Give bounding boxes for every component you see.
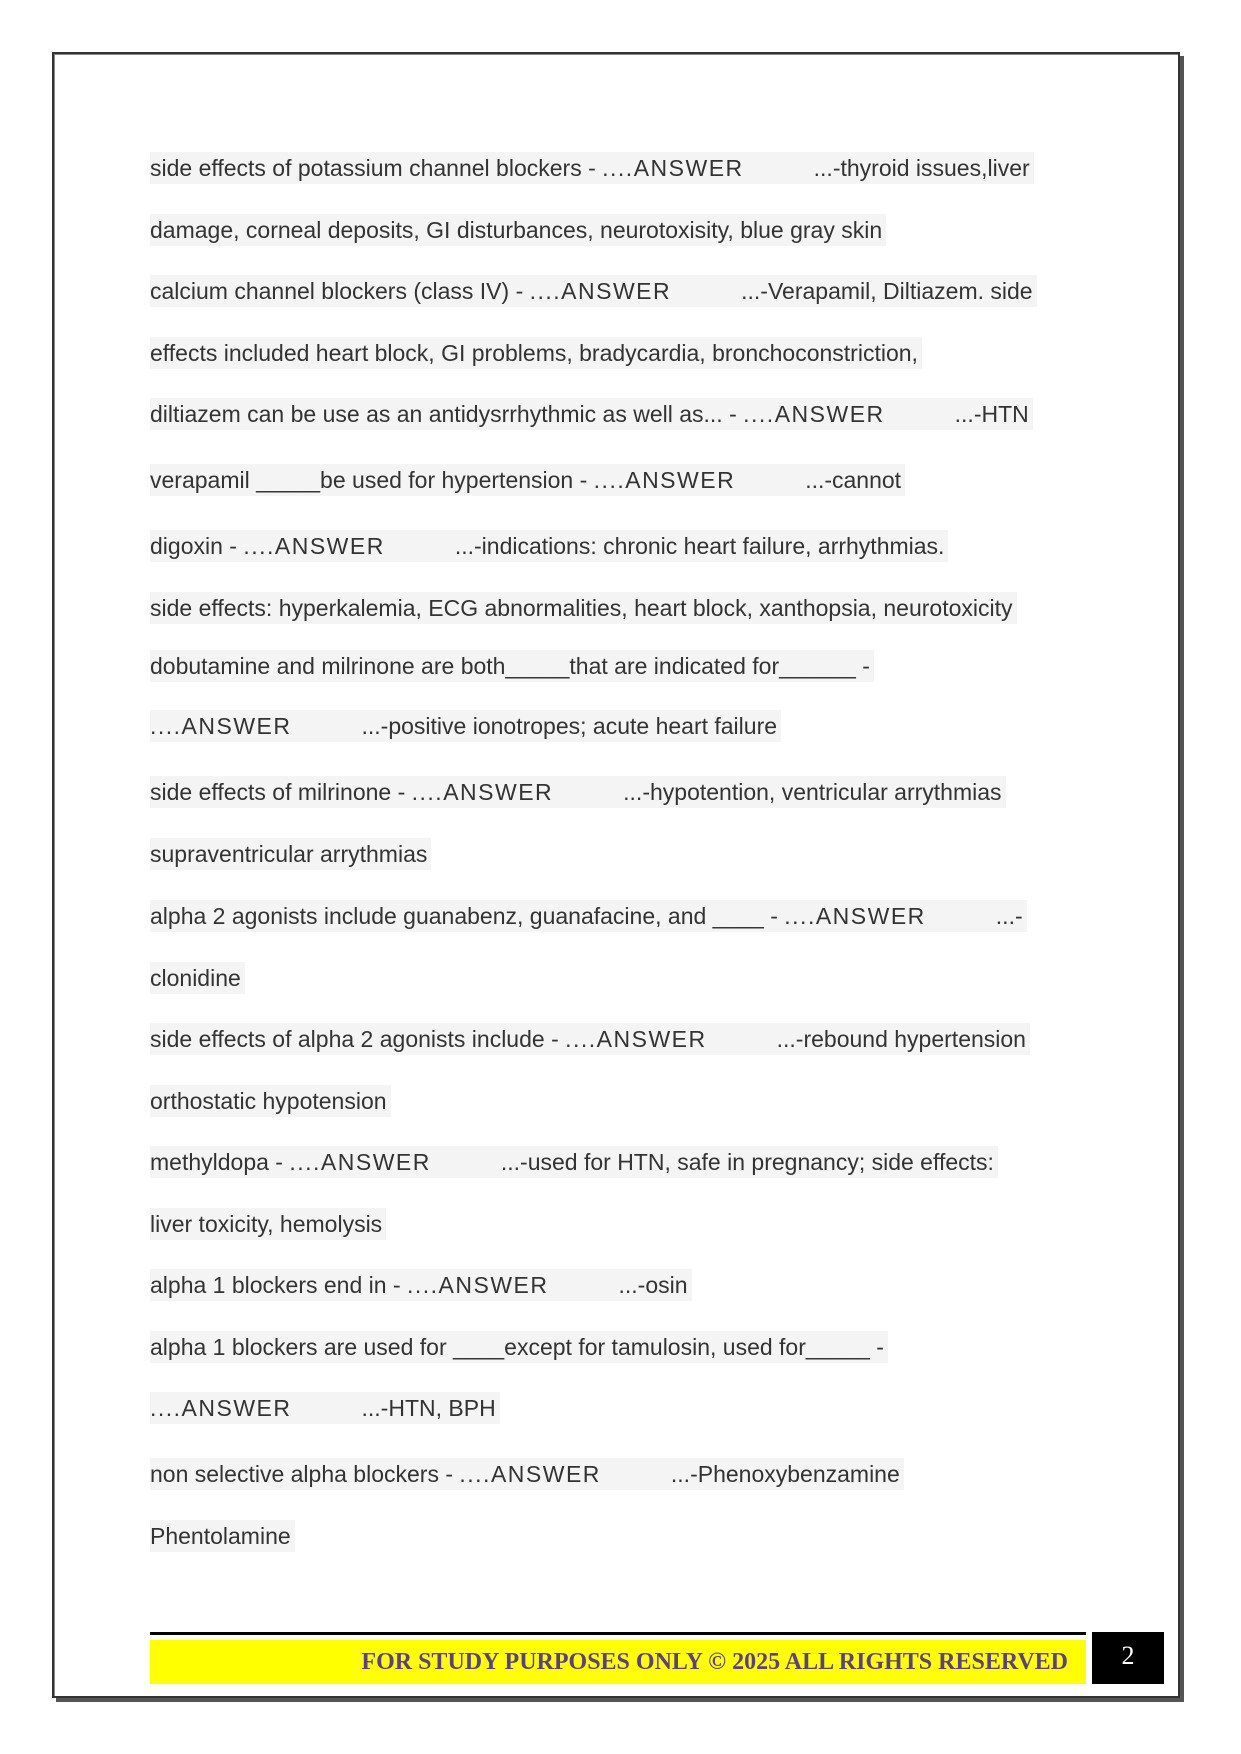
text-line: side effects: hyperkalemia, ECG abnormalities, heart block, xanthopsia, neurotoxicity [150, 592, 1017, 624]
text-line: ....ANSWER ...-HTN, BPH [150, 1392, 500, 1424]
text-line: digoxin - ....ANSWER ...-indications: chronic heart failure, arrhythmias. [150, 530, 948, 562]
text-line: damage, corneal deposits, GI disturbances, neurotoxisity, blue gray skin [150, 214, 886, 246]
text-line: alpha 2 agonists include guanabenz, guanafacine, and ____ - ....ANSWER ...- [150, 900, 1027, 932]
text-line: liver toxicity, hemolysis [150, 1208, 386, 1240]
text-line: ....ANSWER ...-positive ionotropes; acute heart failure [150, 710, 781, 742]
text-line: Phentolamine [150, 1520, 295, 1552]
text-line: calcium channel blockers (class IV) - ....ANSWER ...-Verapamil, Diltiazem. side [150, 275, 1037, 307]
text-line: verapamil _____be used for hypertension - ....ANSWER ...-cannot [150, 464, 905, 496]
text-line: side effects of alpha 2 agonists include - ....ANSWER ...-rebound hypertension [150, 1023, 1030, 1055]
text-line: diltiazem can be use as an antidysrrhythmic as well as... - ....ANSWER ...-HTN [150, 398, 1033, 430]
page-number: 2 [1092, 1632, 1164, 1684]
footer-copyright: FOR STUDY PURPOSES ONLY © 2025 ALL RIGHTS RESERVED [150, 1640, 1086, 1684]
footer-rule [150, 1632, 1086, 1635]
text-line: supraventricular arrythmias [150, 838, 431, 870]
text-line: effects included heart block, GI problems, bradycardia, bronchoconstriction, [150, 337, 922, 369]
text-line: dobutamine and milrinone are both_____that are indicated for______ - [150, 650, 874, 682]
text-line: alpha 1 blockers end in - ....ANSWER ...-osin [150, 1269, 692, 1301]
text-line: clonidine [150, 962, 245, 994]
text-line: side effects of milrinone - ....ANSWER ...-hypotention, ventricular arrythmias [150, 776, 1006, 808]
text-line: non selective alpha blockers - ....ANSWER ...-Phenoxybenzamine [150, 1458, 904, 1490]
text-line: alpha 1 blockers are used for ____except for tamulosin, used for_____ - [150, 1331, 888, 1363]
text-line: methyldopa - ....ANSWER ...-used for HTN, safe in pregnancy; side effects: [150, 1146, 998, 1178]
text-line: side effects of potassium channel blockers - ....ANSWER ...-thyroid issues,liver [150, 152, 1034, 184]
text-line: orthostatic hypotension [150, 1085, 391, 1117]
